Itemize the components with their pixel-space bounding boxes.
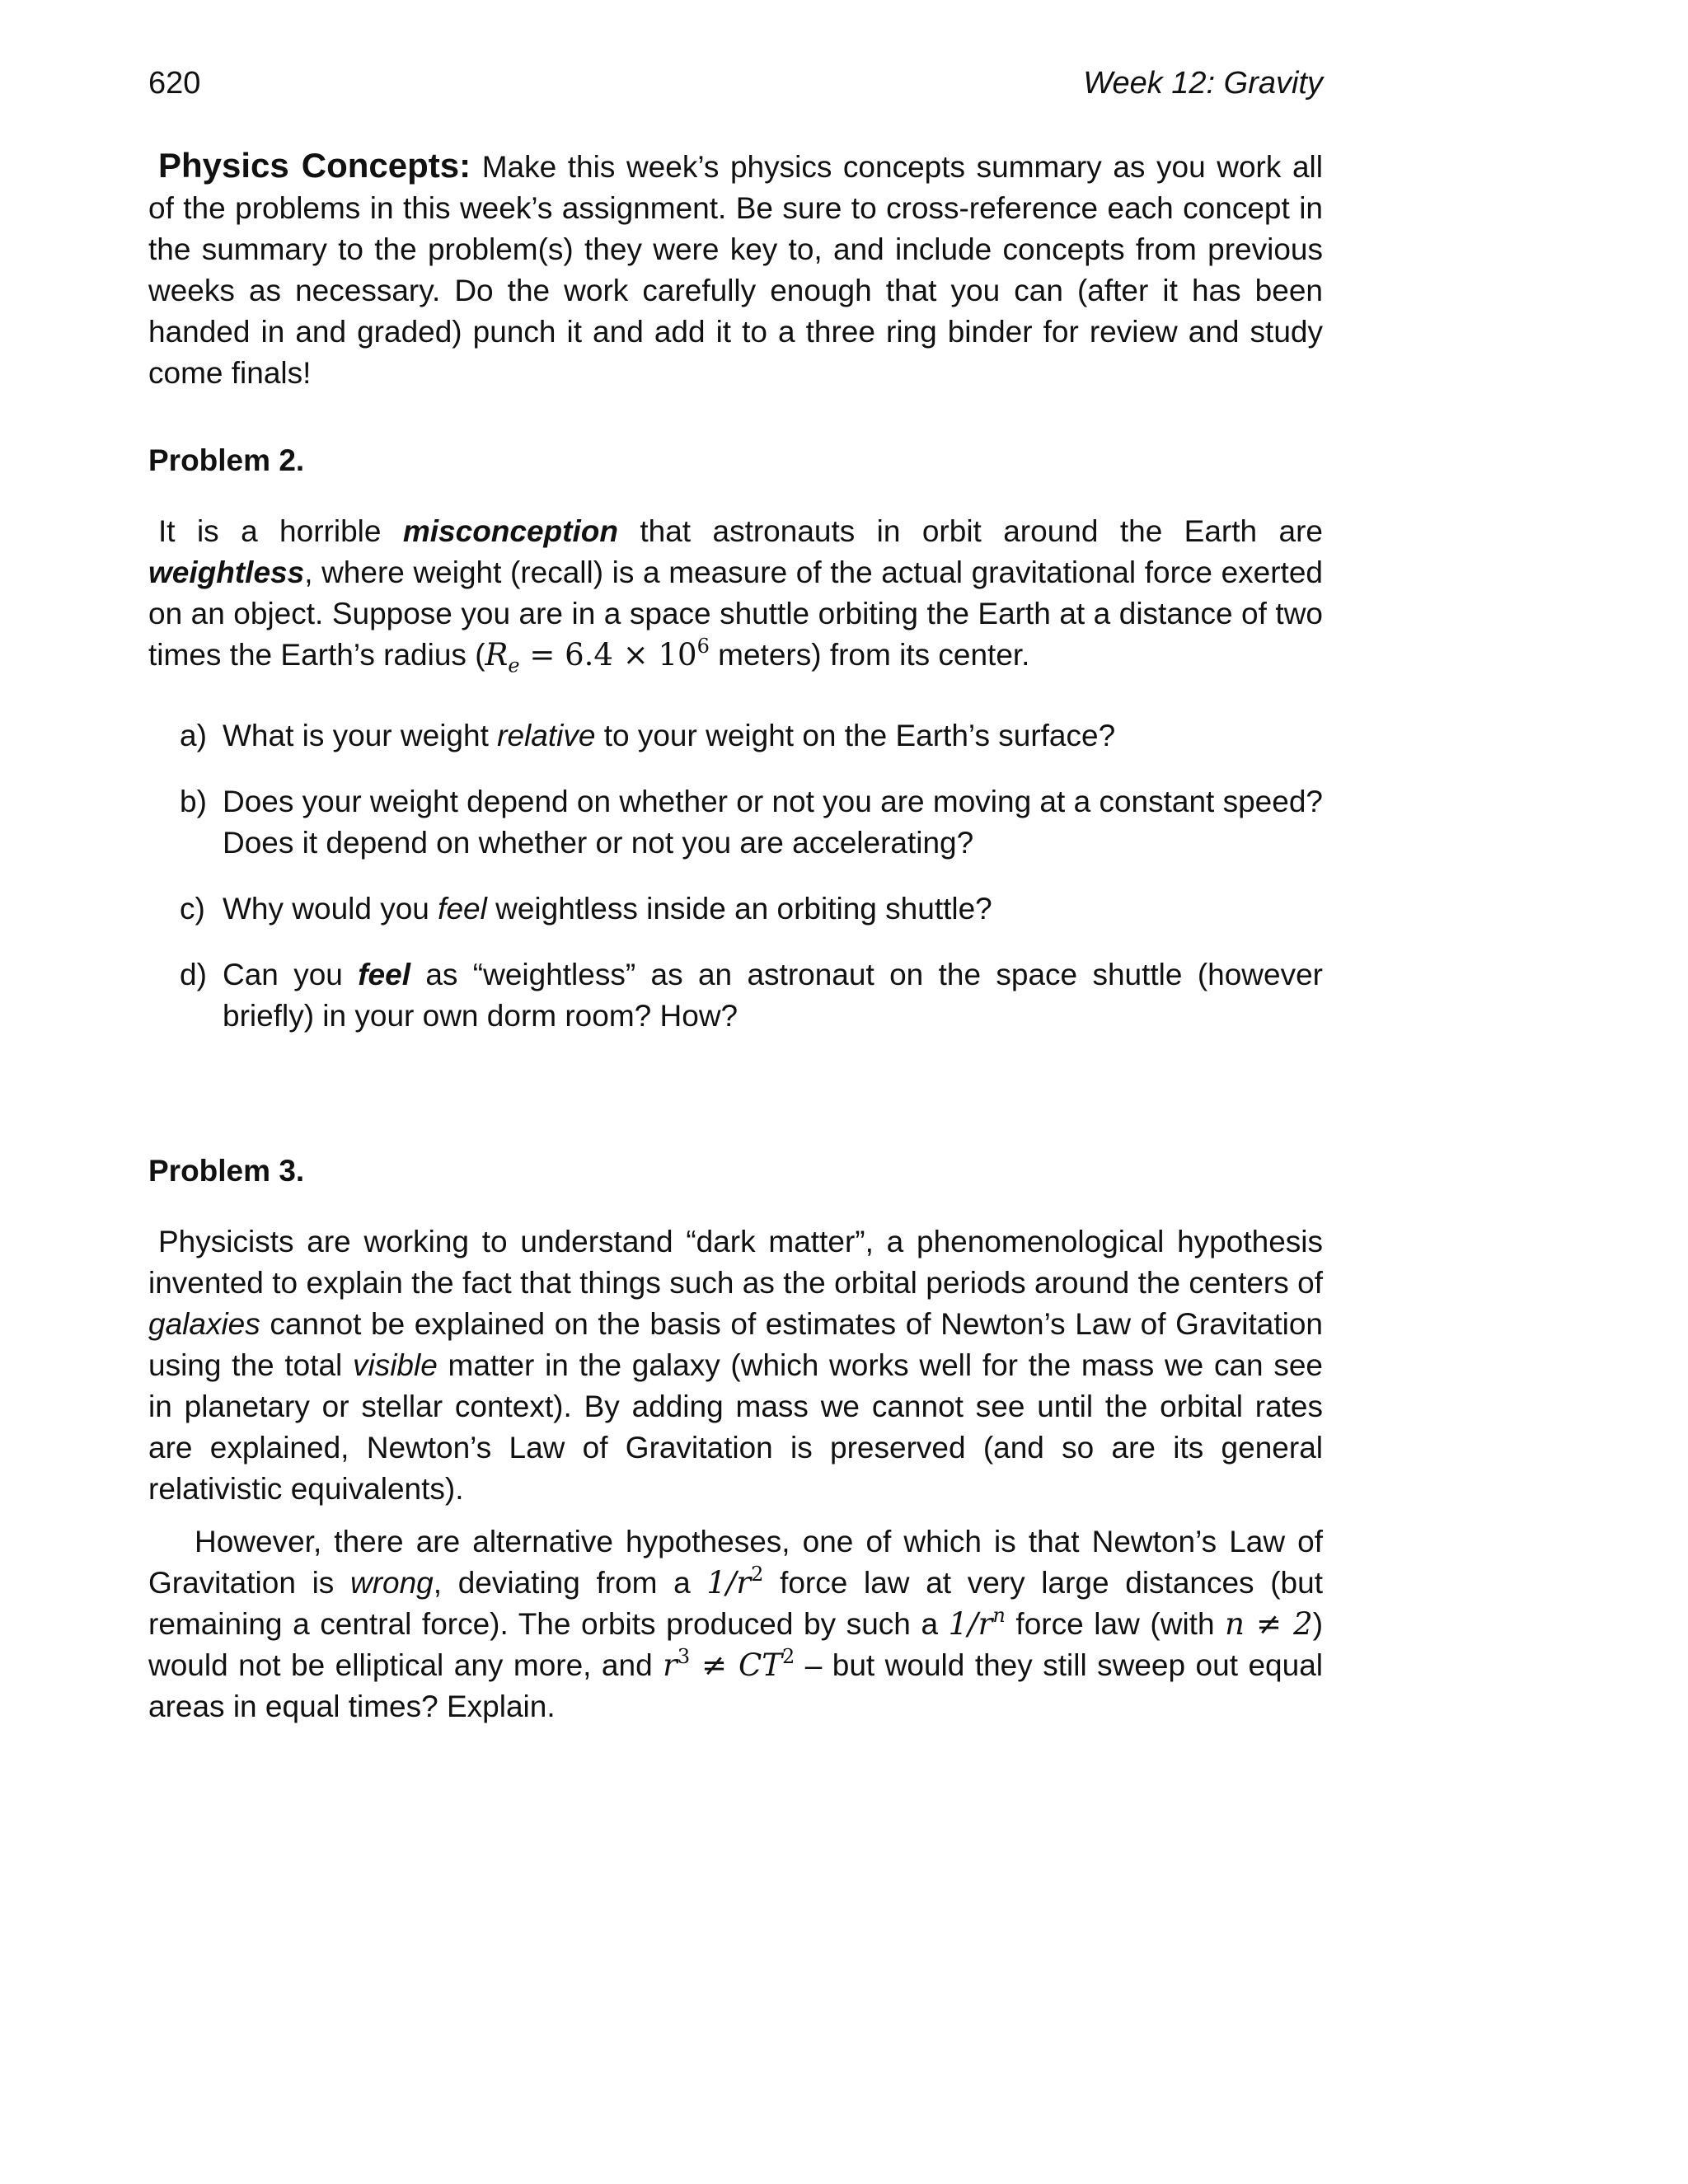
running-title: Week 12: Gravity bbox=[1083, 66, 1323, 101]
text-run: that astronauts in orbit around the Earth are bbox=[617, 514, 1323, 548]
problem-3-paragraph-2 bbox=[148, 1521, 1323, 1727]
math-exponent: n bbox=[992, 1603, 1006, 1627]
problem-3-title: Problem 3. bbox=[148, 1154, 305, 1188]
part-c bbox=[148, 888, 1323, 930]
math-subscript: e bbox=[508, 654, 520, 677]
emphasis-weightless: weightless bbox=[148, 555, 305, 589]
text-run: However, there are alternative hypotheses, one of which is that Newton’s Law of Gravitation is bbox=[148, 1525, 1323, 1600]
problem-3-text-1 bbox=[148, 1221, 1323, 1510]
math-value: = 6.4 × 10 bbox=[519, 637, 697, 673]
emphasis-feel-bold: feel bbox=[358, 958, 410, 991]
problem-2-intro bbox=[148, 511, 1323, 676]
part-b bbox=[148, 781, 1323, 864]
text-run: Can you bbox=[223, 958, 359, 991]
emphasis-galaxies: galaxies bbox=[148, 1307, 260, 1341]
problem-2-title: Problem 2. bbox=[148, 443, 305, 477]
text-run: matter in the galaxy (which works well for the mass we can see in planetary or stellar context). By adding mass we cannot see until the orbital rates are explained, Newton’s Law of Gravitation is preserved (and so are its general relativistic equivalents). bbox=[148, 1348, 1323, 1506]
problem-3-paragraph-1 bbox=[148, 1221, 1323, 1510]
math-exponent: 3 bbox=[677, 1644, 691, 1668]
text-run: weightless inside an orbiting shuttle? bbox=[486, 892, 992, 926]
math-earth-radius-symbol: R bbox=[485, 637, 509, 673]
text-run: , deviating from a bbox=[433, 1566, 707, 1600]
math-exponent: 6 bbox=[696, 634, 710, 658]
problem-2-paragraph bbox=[148, 511, 1323, 676]
math-exponent: 2 bbox=[781, 1644, 795, 1668]
physics-concepts-text: Make this week’s physics concepts summary as you work all of the problems in this week’s assignment. Be sure to cross-reference each concept in the summary to the problem(s) they were key to, and include concepts from previous weeks as necessary. Do the work carefully enough that you can (after it has been handed in and graded) punch it and add it to a three ring binder for review and study come finals! bbox=[148, 150, 1323, 390]
text-run: cannot be explained on the basis of estimates of Newton’s Law of Gravitation using the total bbox=[148, 1307, 1323, 1382]
text-run: meters) from its center. bbox=[709, 638, 1030, 672]
physics-concepts-section bbox=[148, 145, 1323, 394]
math-n-not-2: n ≠ 2 bbox=[1225, 1606, 1313, 1642]
text-run: – but would they still sweep out equal areas in equal times? Explain. bbox=[148, 1648, 1323, 1723]
part-a bbox=[148, 715, 1323, 757]
physics-concepts-paragraph bbox=[148, 145, 1323, 394]
math-r: r bbox=[663, 1647, 678, 1683]
math-inverse-power: 1/r bbox=[948, 1606, 993, 1642]
math-ct: ≠ CT bbox=[690, 1647, 782, 1683]
text-run: , where weight (recall) is a measure of the actual gravitational force exerted on an object. Suppose you are in a space shuttle orbiting the Earth at a distance of two times the Earth’s radius ( bbox=[148, 555, 1323, 672]
text-run: Does your weight depend on whether or not you are moving at a constant speed? Does it depend on whether or not you are accelerating? bbox=[223, 785, 1323, 860]
emphasis-visible: visible bbox=[352, 1348, 438, 1382]
text-run: Why would you bbox=[223, 892, 438, 926]
text-run: What is your weight bbox=[223, 719, 498, 752]
math-exponent: 2 bbox=[751, 1562, 764, 1586]
text-run: It is a horrible bbox=[158, 514, 403, 548]
emphasis-relative: relative bbox=[497, 719, 596, 752]
problem-2-parts bbox=[148, 715, 1323, 1062]
emphasis-feel: feel bbox=[438, 892, 487, 926]
text-run: Physicists are working to understand “dark matter”, a phenomenological hypothesis invented to explain the fact that things such as the orbital periods around the centers of bbox=[148, 1225, 1323, 1300]
part-d bbox=[148, 954, 1323, 1037]
math-inverse-square: 1/r bbox=[706, 1565, 752, 1601]
part-label: d) bbox=[180, 958, 207, 991]
text-run: ) would not be elliptical any more, and bbox=[148, 1607, 1324, 1682]
text-run: to your weight on the Earth’s surface? bbox=[595, 719, 1116, 752]
emphasis-wrong: wrong bbox=[349, 1566, 434, 1600]
problem-3-heading bbox=[148, 1151, 1323, 1192]
page-number: 620 bbox=[148, 66, 201, 101]
text-run: as “weightless” as an astronaut on the space shuttle (however briefly) in your own dorm room? How? bbox=[223, 958, 1323, 1033]
emphasis-misconception: misconception bbox=[402, 514, 618, 548]
part-label: b) bbox=[180, 785, 207, 818]
text-run: force law (with bbox=[1005, 1607, 1226, 1641]
physics-concepts-label: Physics Concepts: bbox=[158, 146, 471, 185]
problem-3-text-2 bbox=[148, 1521, 1323, 1727]
part-label: c) bbox=[180, 892, 205, 926]
problem-2-heading bbox=[148, 440, 1323, 481]
text-run: force law at very large distances (but remaining a central force). The orbits produced by such a bbox=[148, 1566, 1323, 1641]
running-header bbox=[148, 63, 1323, 104]
part-label: a) bbox=[180, 719, 207, 752]
